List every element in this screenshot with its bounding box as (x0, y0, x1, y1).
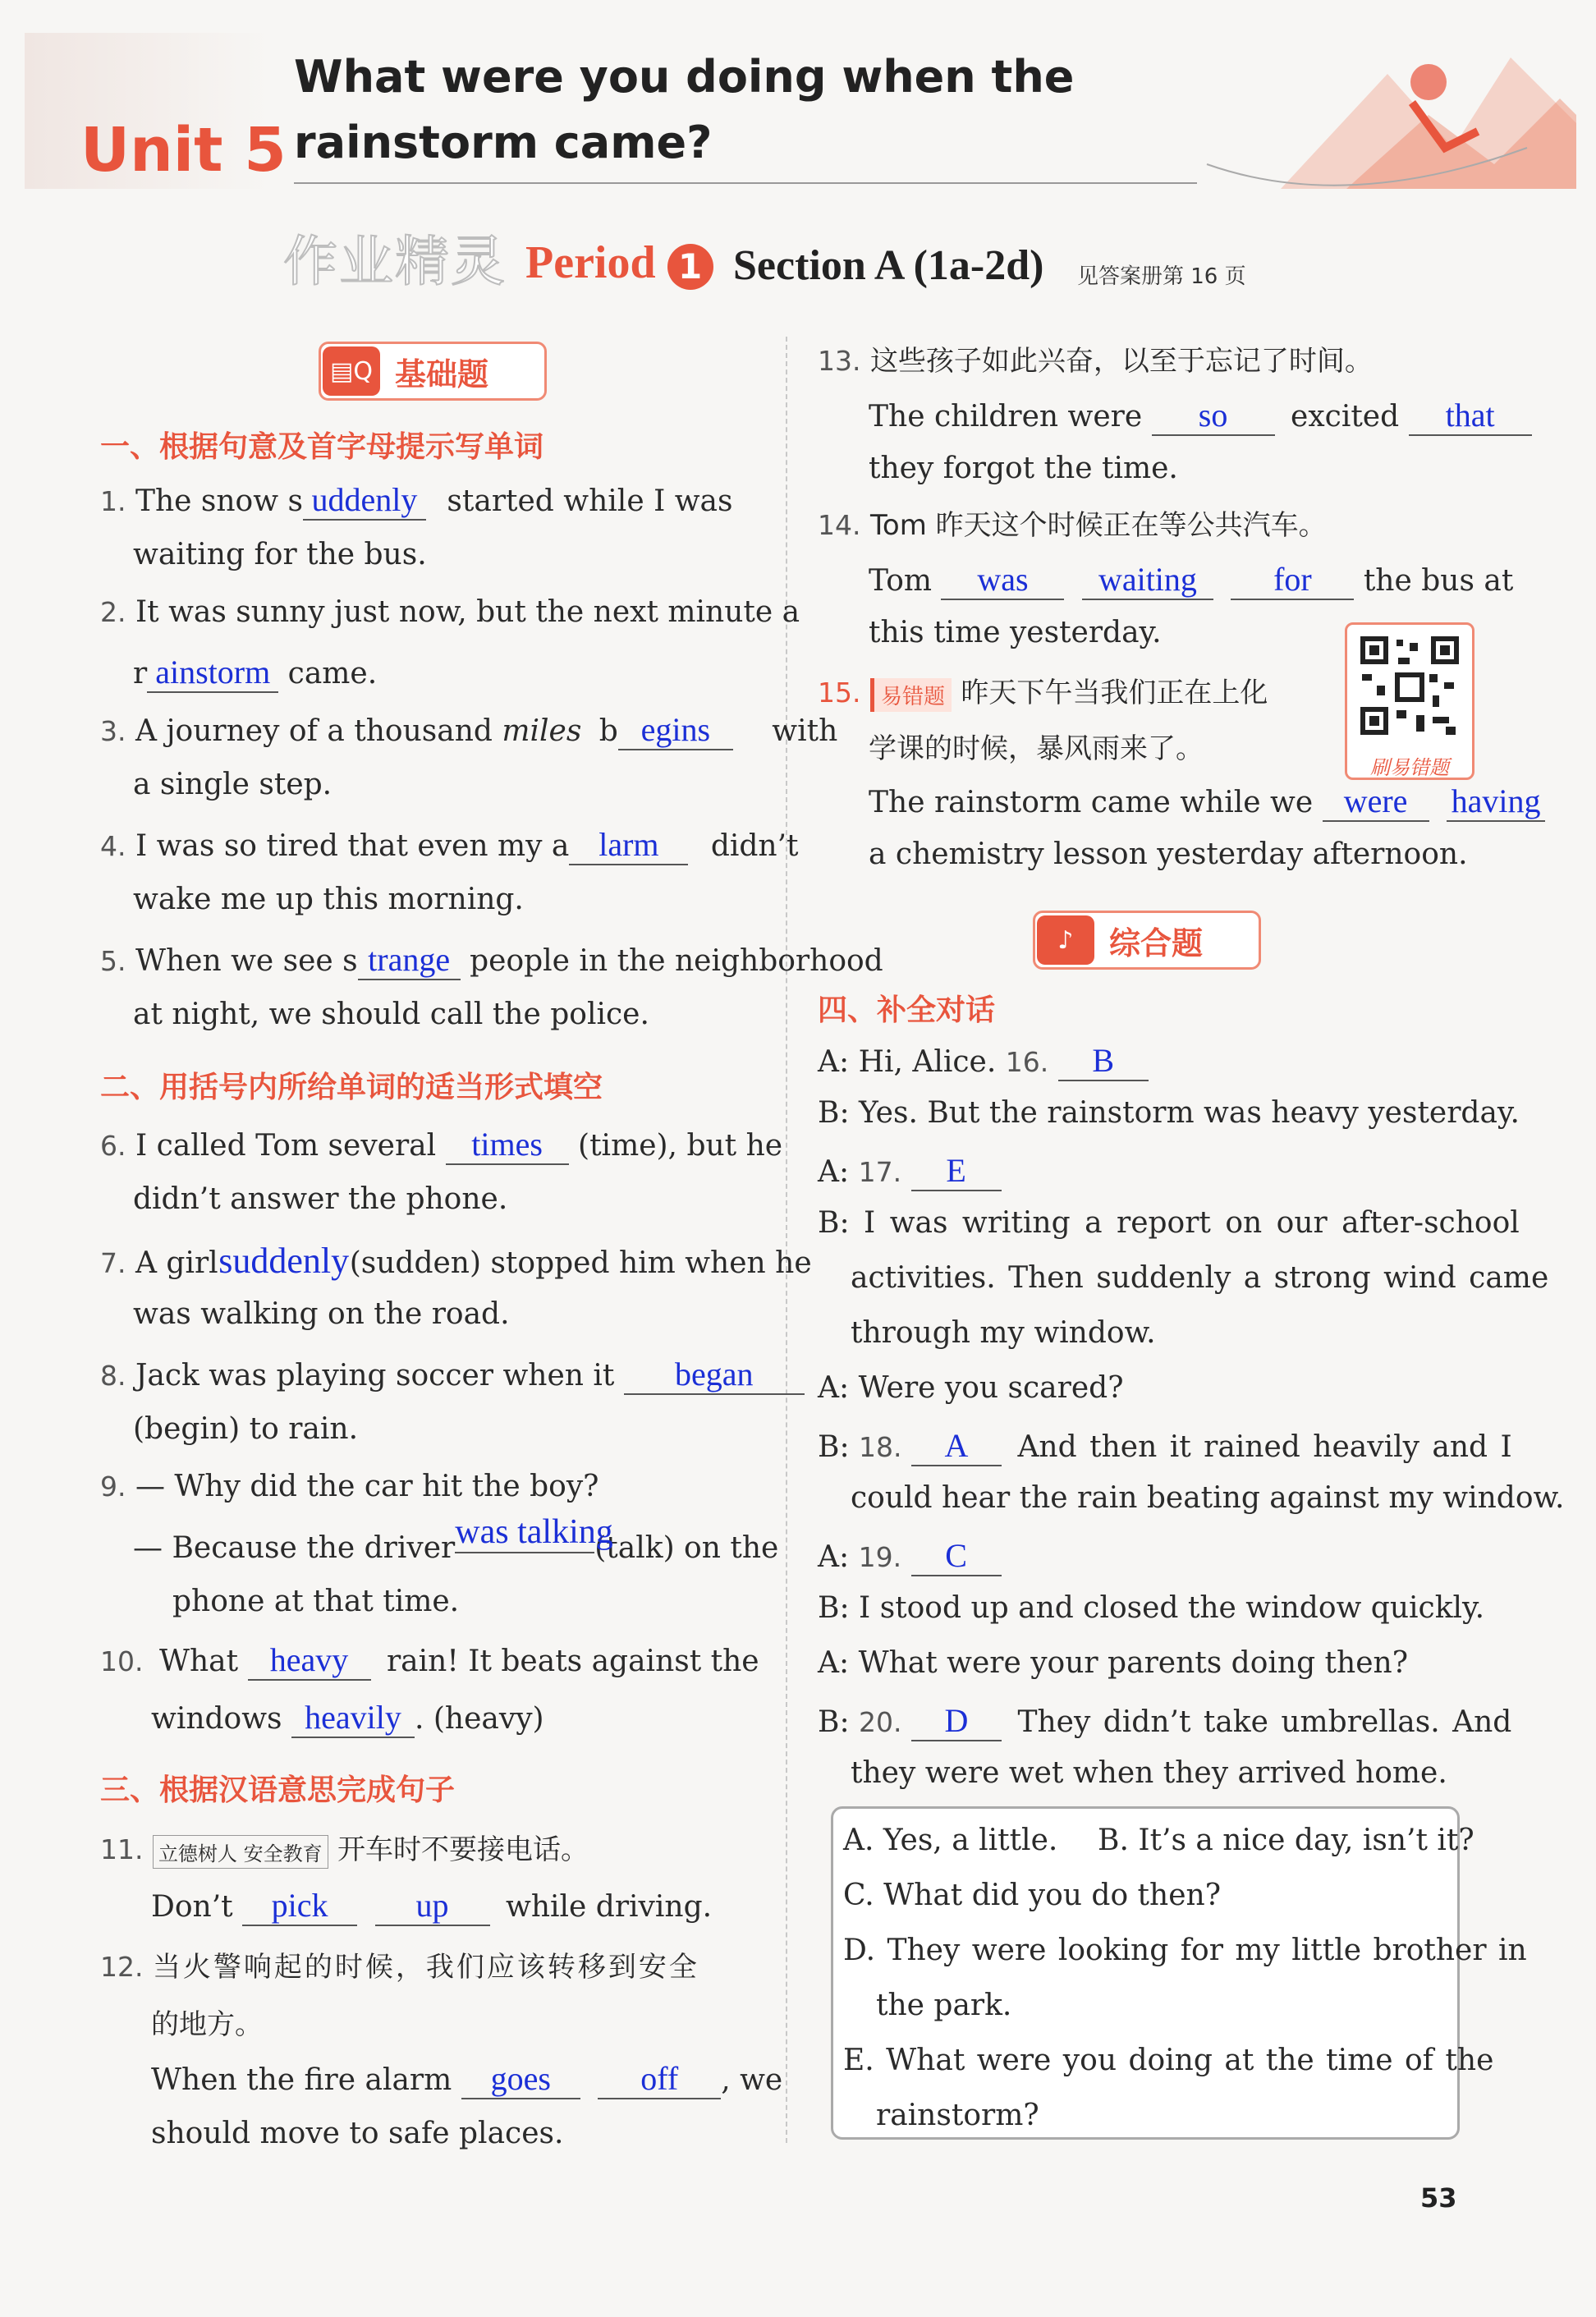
period-label (525, 236, 713, 290)
q3-text-a: A journey of a thousand (135, 714, 493, 748)
option-e-line2: rainstorm? (876, 2099, 1039, 2132)
q11-answer-2: up (375, 1886, 490, 1926)
watermark: 作业精灵 (283, 230, 507, 293)
dlg-n20: 20. (859, 1706, 902, 1738)
period-text: Period (525, 237, 656, 288)
q7-text-a: A girl (135, 1246, 218, 1280)
q11-answer-1: pick (242, 1886, 357, 1926)
answer-reference: 见答案册第 16 页 (1077, 264, 1246, 289)
q6-text-c: didn’t answer the phone. (133, 1182, 508, 1216)
q10-text-a: What (158, 1645, 239, 1678)
q11-text-a: Don’t (151, 1890, 233, 1924)
q9-number: 9. (100, 1470, 126, 1503)
badge-basic (319, 342, 547, 401)
q11-text-b: while driving. (506, 1890, 713, 1924)
q13-number: 13. (818, 345, 861, 377)
option-b: B. It’s a nice day, isn’t it? (1098, 1824, 1474, 1857)
answer-19: C (911, 1536, 1002, 1576)
book-search-icon: ▤Q (323, 346, 380, 396)
q14-text-b: the bus at (1363, 564, 1514, 598)
q3-miles: miles (502, 714, 582, 748)
dlg-l8a: B: (818, 1430, 850, 1464)
q1-text-b: started while I was (447, 484, 733, 518)
q1-number: 1. (100, 485, 126, 517)
q9-answer: was talking (455, 1512, 594, 1553)
q11-chinese: 开车时不要接电话。 (337, 1833, 589, 1866)
q3-number: 3. (100, 715, 126, 747)
q10-answer-1: heavy (248, 1640, 371, 1681)
q6-number: 6. (100, 1130, 126, 1162)
badge-comprehensive (1033, 911, 1261, 970)
q9-text-d: phone at that time. (172, 1585, 460, 1618)
q15-number: 15. (818, 677, 861, 709)
dlg-l13b: They didn’t take umbrellas. And (1017, 1705, 1512, 1739)
title-rule (294, 182, 1197, 184)
q13-text-b: excited (1291, 400, 1400, 434)
q14-chinese: Tom 昨天这个时候正在等公共汽车。 (869, 509, 1327, 542)
part1-title: 一、根据句意及首字母提示写单词 (100, 430, 544, 464)
answer-17: E (911, 1151, 1002, 1191)
dlg-l6: through my window. (851, 1316, 1156, 1350)
q4-answer: larm (569, 825, 688, 865)
q10-text-d: . (heavy) (414, 1702, 544, 1736)
q11-number: 11. (100, 1833, 144, 1865)
dlg-n17: 17. (858, 1156, 902, 1188)
option-c: C. What did you do then? (843, 1879, 1222, 1912)
dlg-n19: 19. (858, 1541, 902, 1573)
unit-title-line1: What were you doing when the (294, 51, 1075, 103)
guitar-icon: ♪ (1037, 915, 1094, 965)
q14-answer-1: was (941, 560, 1064, 600)
part2-title: 二、用括号内所给单词的适当形式填空 (100, 1071, 603, 1104)
answer-20: D (911, 1701, 1002, 1741)
dlg-l3a: A: (818, 1155, 850, 1189)
q2-text-b: came. (287, 657, 378, 691)
q12-chinese-1: 当火警响起的时候，我们应该转移到安全 (152, 1951, 699, 1984)
q14-answer-3: for (1231, 560, 1354, 600)
q10-number: 10. (100, 1645, 144, 1677)
q7-answer: suddenly (218, 1241, 350, 1281)
q5-answer: trange (358, 940, 461, 980)
q7-text-b: (sudden) stopped him when he (349, 1246, 812, 1280)
q13-chinese: 这些孩子如此兴奋，以至于忘记了时间。 (869, 345, 1373, 378)
q13-answer-2: that (1409, 396, 1532, 436)
q5-text-a: When we see s (135, 944, 358, 978)
q3-prefix: b (598, 714, 618, 748)
dlg-l5: activities. Then suddenly a strong wind came (851, 1261, 1549, 1295)
q2-number: 2. (100, 596, 126, 628)
unit-label: Unit 5 (80, 115, 287, 186)
dlg-l13a: B: (818, 1705, 850, 1739)
dlg-n16: 16. (1005, 1046, 1049, 1078)
q6-text-b: (time), but he (578, 1129, 783, 1163)
q3-text-c: a single step. (133, 768, 332, 801)
q13-answer-1: so (1152, 396, 1275, 436)
q15-chinese-2: 学课的时候，暴风雨来了。 (869, 732, 1204, 765)
q2-answer: ainstorm (147, 653, 278, 693)
dlg-l14: they were wet when they arrived home. (851, 1756, 1447, 1790)
options-box (831, 1806, 1527, 2140)
page-number: 53 (1420, 2182, 1457, 2214)
dlg-l10a: A: (818, 1540, 850, 1574)
q8-text-a: Jack was playing soccer when it (135, 1359, 615, 1392)
q12-answer-1: goes (461, 2059, 580, 2099)
q1-text-a: The snow s (135, 484, 303, 518)
q14-answer-2: waiting (1082, 560, 1213, 600)
dlg-l4: B: I was writing a report on our after-school (818, 1206, 1520, 1240)
q2-prefix: r (133, 657, 148, 691)
q5-text-b: people in the neighborhood (470, 944, 883, 978)
option-a: A. Yes, a little. (843, 1824, 1058, 1857)
q6-answer: times (446, 1125, 569, 1165)
q3-text-b: with (772, 714, 838, 748)
q3-answer: egins (618, 710, 733, 750)
q13-text-c: they forgot the time. (869, 452, 1178, 485)
q15-answer-1: were (1323, 782, 1429, 822)
q15-chinese-1: 昨天下午当我们正在上化 (961, 677, 1268, 709)
q15-text-c: a chemistry lesson yesterday afternoon. (869, 837, 1468, 871)
dlg-l11: B: I stood up and closed the window quickly. (818, 1591, 1485, 1625)
q11-tag: 立德树人 安全教育 (153, 1835, 328, 1869)
q5-text-c: at night, we should call the police. (133, 998, 649, 1031)
qr-code[interactable] (1345, 622, 1474, 780)
answer-16: B (1058, 1041, 1149, 1081)
q7-number: 7. (100, 1247, 126, 1279)
q4-number: 4. (100, 830, 126, 862)
q4-text-b: didn’t (710, 829, 799, 863)
q8-answer: began (624, 1355, 805, 1395)
q1-answer: uddenly (303, 480, 426, 521)
dlg-l7: A: Were you scared? (818, 1371, 1124, 1405)
q10-answer-2: heavily (291, 1698, 415, 1738)
q12-text-a: When the fire alarm (151, 2063, 452, 2097)
q10-text-b: rain! It beats against the (386, 1645, 759, 1678)
q9-text-b: — Because the driver (133, 1531, 456, 1565)
part4-title: 四、补全对话 (818, 993, 996, 1027)
q15-tag: 易错题 (870, 678, 952, 712)
dlg-l2: B: Yes. But the rainstorm was heavy yesterday. (818, 1096, 1520, 1130)
header-decoration (1182, 25, 1576, 197)
dlg-l12: A: What were your parents doing then? (818, 1646, 1408, 1680)
q8-text-c: (begin) to rain. (133, 1412, 359, 1446)
option-d-line2: the park. (876, 1989, 1012, 2022)
q1-text-c: waiting for the bus. (133, 538, 427, 571)
q10-text-c: windows (151, 1702, 282, 1736)
q12-number: 12. (100, 1951, 144, 1983)
q9-text-c: (talk) on the (594, 1531, 779, 1565)
qr-icon (1347, 625, 1472, 748)
q6-text-a: I called Tom several (135, 1129, 437, 1163)
q15-text-a: The rainstorm came while we (869, 786, 1314, 819)
period-number: 1 (667, 244, 713, 290)
q5-number: 5. (100, 945, 126, 977)
q13-text-a: The children were (869, 400, 1143, 434)
badge-basic-label: 基础题 (395, 356, 489, 392)
dlg-l1a: A: Hi, Alice. (818, 1045, 997, 1079)
q14-text-a: Tom (869, 564, 933, 598)
dlg-l9: could hear the rain beating against my window. (851, 1481, 1565, 1515)
q12-answer-2: off (598, 2059, 721, 2099)
q12-chinese-2: 的地方。 (151, 2008, 263, 2041)
q8-number: 8. (100, 1360, 126, 1392)
q2-text-a: It was sunny just now, but the next minute a (135, 595, 800, 629)
badge-comp-label: 综合题 (1109, 925, 1204, 961)
q7-text-c: was walking on the road. (133, 1297, 510, 1331)
q14-text-c: this time yesterday. (869, 616, 1162, 649)
unit-title-line2: rainstorm came? (294, 117, 713, 168)
q12-text-c: should move to safe places. (151, 2117, 564, 2150)
option-d-line1: D. They were looking for my little brother in (843, 1934, 1527, 1967)
q9-text-a: — Why did the car hit the boy? (135, 1470, 599, 1503)
q15-answer-2: having (1447, 782, 1545, 822)
q12-text-b: , we (721, 2063, 783, 2097)
dlg-l8b: And then it rained heavily and I (1017, 1430, 1512, 1464)
q4-text-c: wake me up this morning. (133, 883, 524, 916)
q14-number: 14. (818, 509, 861, 541)
q4-text-a: I was so tired that even my a (135, 829, 570, 863)
option-e-line1: E. What were you doing at the time of the (843, 2044, 1494, 2077)
qr-label: 刷易错题 (1370, 756, 1449, 779)
dlg-n18: 18. (859, 1431, 902, 1463)
section-title: Section A (1a-2d) (733, 242, 1044, 289)
answer-18: A (911, 1426, 1002, 1466)
part3-title: 三、根据汉语意思完成句子 (100, 1773, 456, 1807)
